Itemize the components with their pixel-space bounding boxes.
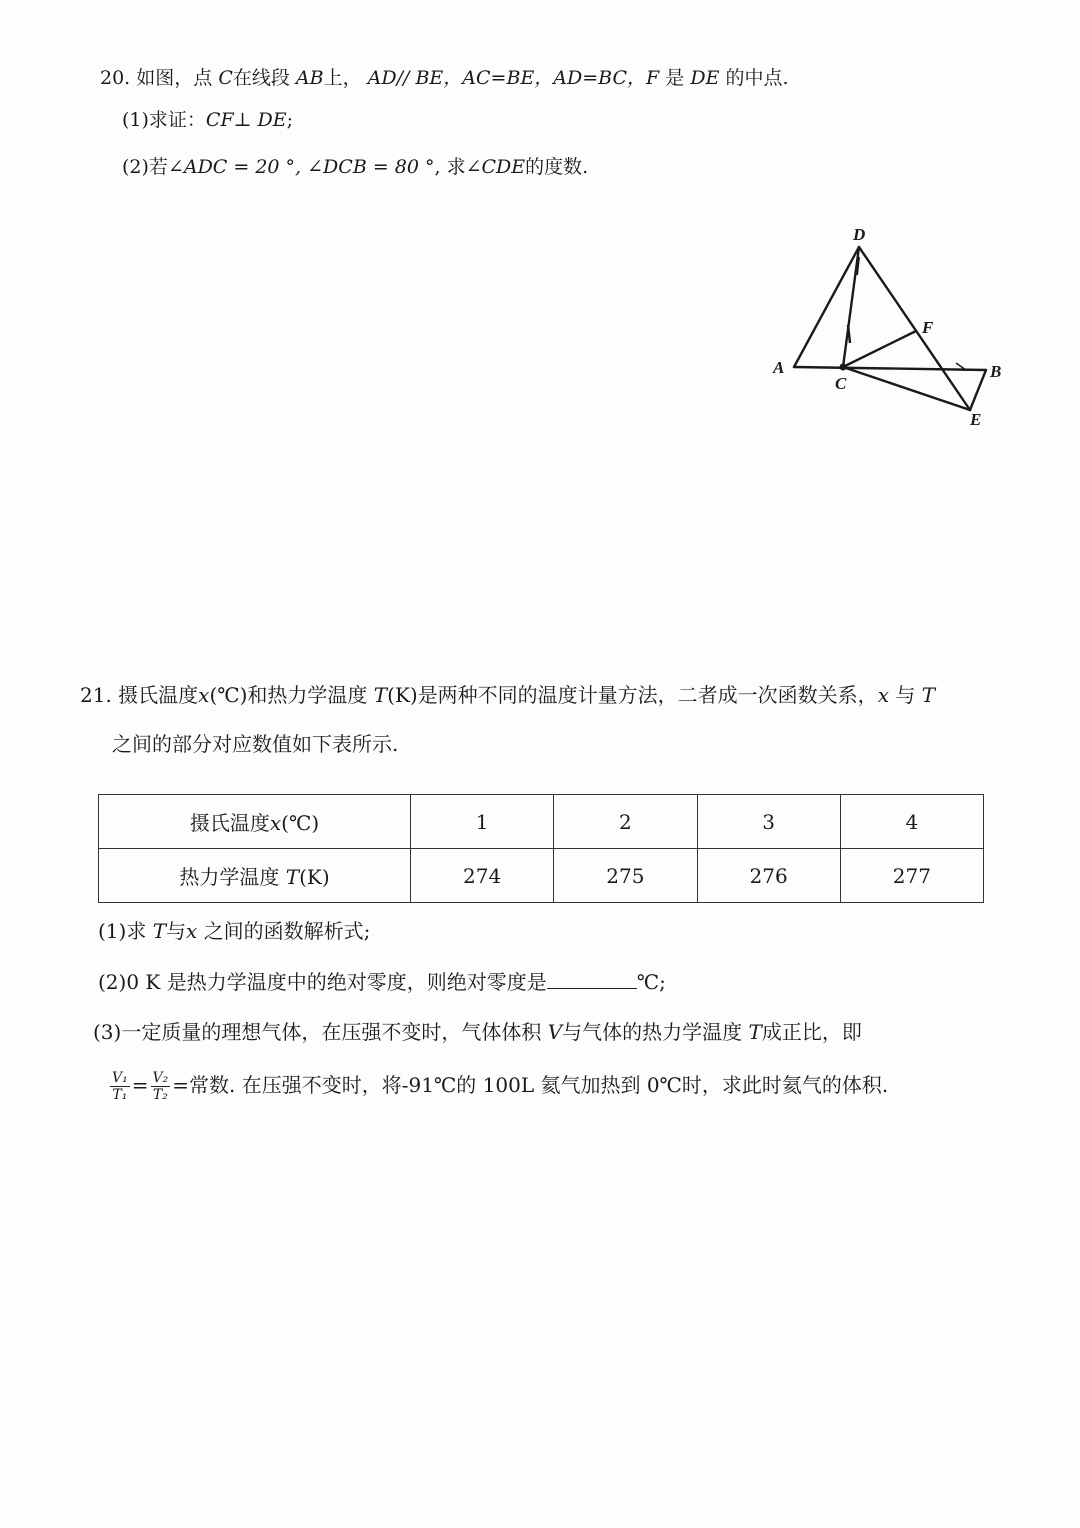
table-cell: 4 xyxy=(840,795,983,849)
text: 成正比，即 xyxy=(761,1020,862,1044)
text: C xyxy=(218,67,233,89)
text: CF⊥ DE xyxy=(205,109,287,131)
text: 之间的函数解析式; xyxy=(203,919,371,943)
text: T xyxy=(285,865,300,889)
text: (℃) xyxy=(281,811,320,835)
text: DE xyxy=(690,67,720,89)
text: AB xyxy=(295,67,324,89)
fraction-v1-t1 xyxy=(110,1070,130,1103)
table-cell: 277 xyxy=(840,849,983,903)
text: 摄氏温度 xyxy=(189,811,270,835)
table-cell: 1 xyxy=(411,795,554,849)
text: (K)是两种不同的温度计量方法，二者成一次函数关系， xyxy=(387,683,878,707)
text: 与气体的热力学温度 xyxy=(562,1020,743,1044)
table-cell: 2 xyxy=(554,795,697,849)
text: 的中点. xyxy=(725,67,789,89)
text: 与 xyxy=(895,683,916,707)
table-cell: 3 xyxy=(697,795,840,849)
text: 21. 摄氏温度 xyxy=(80,683,199,707)
table-cell: 276 xyxy=(697,849,840,903)
question-20-title xyxy=(100,66,789,90)
text: AD// BE，AC=BE，AD=BC，F xyxy=(367,67,660,89)
segment-be xyxy=(970,370,986,410)
question-21-part-3-formula xyxy=(108,1070,888,1103)
table-cell: 275 xyxy=(554,849,697,903)
text: T xyxy=(152,919,167,943)
text: V₁ xyxy=(112,1070,128,1086)
question-21-line-2: 之间的部分对应数值如下表所示. xyxy=(112,732,399,756)
segment-ce xyxy=(843,367,970,410)
text: V xyxy=(547,1020,563,1044)
text: (1)求 xyxy=(98,919,147,943)
text: T xyxy=(748,1020,762,1044)
text: ∠CDE xyxy=(465,156,526,178)
question-21-part-2 xyxy=(98,970,666,994)
text: = xyxy=(131,1073,149,1097)
fraction-v2-t2 xyxy=(151,1070,171,1103)
segment-de xyxy=(859,247,970,410)
question-20-part-1 xyxy=(122,108,293,132)
segment-cf xyxy=(843,331,916,367)
point-c xyxy=(840,364,847,371)
text: x xyxy=(198,683,210,707)
text: ; xyxy=(286,109,294,131)
row-header-kelvin xyxy=(99,849,411,903)
text: 20. 如图，点 xyxy=(100,67,213,89)
text: ∠ADC = 20 °, ∠DCB = 80 ° xyxy=(167,156,435,178)
text: (3)一定质量的理想气体，在压强不变时，气体体积 xyxy=(93,1020,542,1044)
text: 在线段 xyxy=(232,67,290,89)
text: ℃; xyxy=(636,970,666,994)
text: x xyxy=(877,683,889,707)
question-21-line-1 xyxy=(80,683,935,707)
text: T xyxy=(373,683,388,707)
text: x xyxy=(269,811,282,835)
label-c: C xyxy=(835,374,847,393)
label-b: B xyxy=(990,362,1002,381)
text: x xyxy=(186,919,198,943)
segment-ad xyxy=(794,247,859,367)
text: 上， xyxy=(323,67,362,89)
text: =常数. 在压强不变时，将-91℃的 100L 氦气加热到 0℃时，求此时氦气的体积. xyxy=(172,1073,889,1097)
segment-dc xyxy=(843,247,859,367)
question-21-part-3 xyxy=(93,1020,862,1044)
text: V₂ xyxy=(152,1070,169,1086)
label-a: A xyxy=(773,358,785,377)
geometry-figure xyxy=(760,215,1020,435)
label-e: E xyxy=(970,410,982,429)
text: 的度数. xyxy=(525,156,589,178)
text: (1)求证： xyxy=(122,109,206,131)
temperature-table xyxy=(98,794,984,903)
text: (2)若 xyxy=(122,156,168,178)
segment-ab xyxy=(794,367,986,370)
table-row xyxy=(99,849,984,903)
text: 热力学温度 xyxy=(179,865,280,889)
table-cell: 274 xyxy=(411,849,554,903)
text: T₂ xyxy=(152,1087,168,1103)
label-f: F xyxy=(922,318,934,337)
row-header-celsius xyxy=(99,795,411,849)
tick-mark xyxy=(848,325,850,343)
text: T₁ xyxy=(112,1087,128,1103)
text: 是 xyxy=(665,67,685,89)
label-d: D xyxy=(853,225,866,244)
text: (℃)和热力学温度 xyxy=(209,683,368,707)
text: , 求 xyxy=(434,156,466,178)
answer-blank[interactable] xyxy=(547,970,637,989)
question-20-part-2 xyxy=(122,155,588,179)
question-21-part-1 xyxy=(98,919,370,943)
text: (2)0 K 是热力学温度中的绝对零度，则绝对零度是 xyxy=(98,970,547,994)
table-row xyxy=(99,795,984,849)
text: 与 xyxy=(166,919,187,943)
text: T xyxy=(921,683,936,707)
text: (K) xyxy=(299,865,330,889)
